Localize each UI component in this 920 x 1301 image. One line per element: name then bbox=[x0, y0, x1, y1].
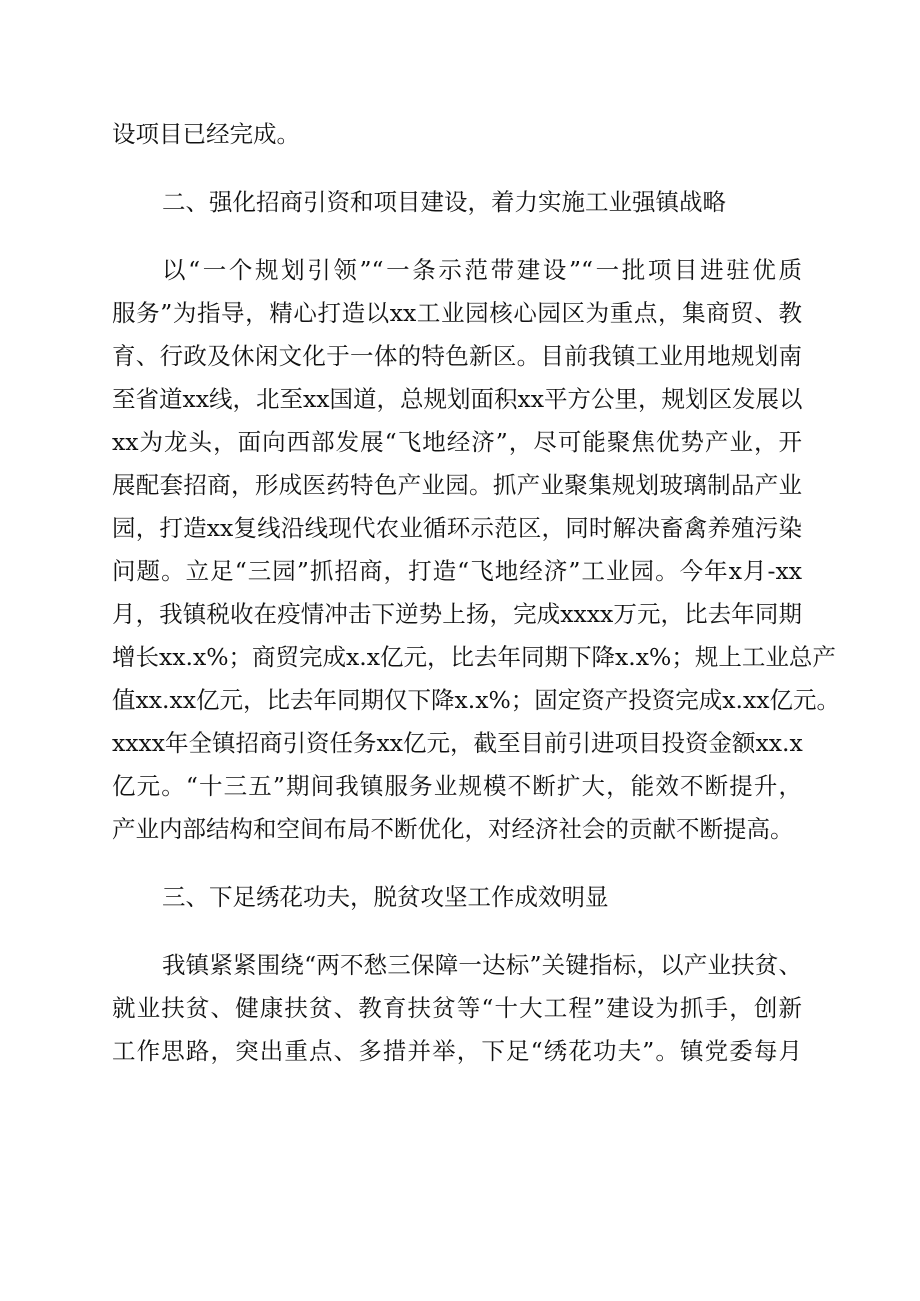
paragraph-line: 展配套招商，形成医药特色产业园。抓产业聚集规划玻璃制品产业 bbox=[112, 471, 802, 499]
paragraph-line: 以“一个规划引领”“一条示范带建设”“一批项目进驻优质 bbox=[162, 256, 802, 284]
paragraph-line: 工作思路，突出重点、多措并举，下足“绣花功夫”。镇党委每月 bbox=[112, 1037, 802, 1065]
paragraph-line: 增长xx.x%；商贸完成x.x亿元，比去年同期下降x.x%；规上工业总产 bbox=[112, 643, 836, 671]
paragraph-line: xx为龙头，面向西部发展“飞地经济”，尽可能聚焦优势产业，开 bbox=[112, 428, 802, 456]
paragraph-line: 我镇紧紧围绕“两不愁三保障一达标”关键指标，以产业扶贫、 bbox=[162, 951, 802, 979]
paragraph-line: 问题。立足“三园”抓招商，打造“飞地经济”工业园。今年x月-xx bbox=[112, 557, 802, 585]
paragraph-line: 值xx.xx亿元，比去年同期仅下降x.x%；固定资产投资完成x.xx亿元。 bbox=[112, 686, 841, 714]
paragraph-line: 就业扶贫、健康扶贫、教育扶贫等“十大工程”建设为抓手，创新 bbox=[112, 994, 802, 1022]
paragraph-line: 月，我镇税收在疫情冲击下逆势上扬，完成xxxx万元，比去年同期 bbox=[112, 600, 802, 628]
paragraph-line: xxxx年全镇招商引资任务xx亿元，截至目前引进项目投资金额xx.x bbox=[112, 729, 803, 757]
section-heading-2: 二、强化招商引资和项目建设，着力实施工业强镇战略 bbox=[162, 188, 726, 216]
paragraph-line: 至省道xx线，北至xx国道，总规划面积xx平方公里，规划区发展以 bbox=[112, 385, 803, 413]
paragraph-line: 育、行政及休闲文化于一体的特色新区。目前我镇工业用地规划南 bbox=[112, 342, 802, 370]
paragraph-line: 服务”为指导，精心打造以xx工业园核心园区为重点，集商贸、教 bbox=[112, 299, 802, 327]
paragraph-line: 产业内部结构和空间布局不断优化，对经济社会的贡献不断提高。 bbox=[112, 815, 794, 843]
paragraph-line: 亿元。“十三五”期间我镇服务业规模不断扩大，能效不断提升， bbox=[112, 772, 802, 800]
paragraph-line: 园，打造xx复线沿线现代农业循环示范区，同时解决畜禽养殖污染 bbox=[112, 514, 802, 542]
paragraph-line: 设项目已经完成。 bbox=[112, 120, 300, 148]
section-heading-3: 三、下足绣花功夫，脱贫攻坚工作成效明显 bbox=[162, 883, 609, 911]
